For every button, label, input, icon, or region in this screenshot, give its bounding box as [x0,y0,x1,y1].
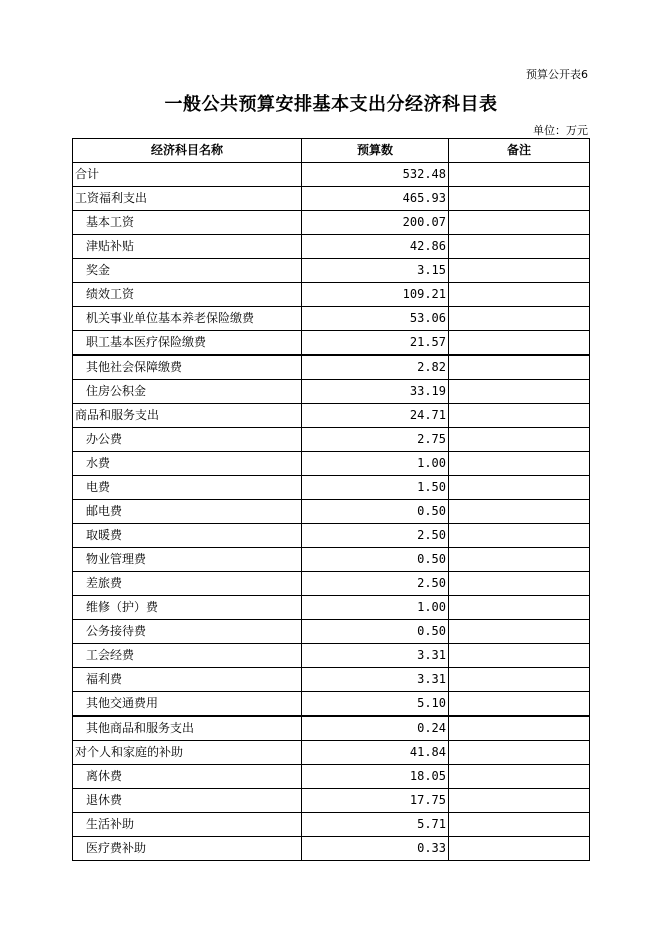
row-item-name: 其他社会保障缴费 [73,355,302,380]
row-note [449,404,590,428]
row-note [449,476,590,500]
row-note [449,765,590,789]
table-row [73,211,590,235]
row-item-name: 电费 [73,476,302,500]
row-budget-amount: 465.93 [302,187,449,211]
table-row [73,765,590,789]
row-note [449,837,590,861]
row-item-name: 邮电费 [73,500,302,524]
row-budget-amount: 0.33 [302,837,449,861]
row-item-name: 合计 [73,163,302,187]
row-budget-amount: 41.84 [302,741,449,765]
row-item-name: 住房公积金 [73,380,302,404]
table-number-label: 预算公开表6 [526,68,588,81]
row-budget-amount: 0.50 [302,548,449,572]
row-note [449,331,590,356]
table-row [73,259,590,283]
row-item-name: 基本工资 [73,211,302,235]
table-row [73,428,590,452]
row-note [449,644,590,668]
row-budget-amount: 532.48 [302,163,449,187]
row-item-name: 物业管理费 [73,548,302,572]
table-row [73,716,590,741]
table-header-row [73,139,590,163]
table-row [73,500,590,524]
row-budget-amount: 2.50 [302,524,449,548]
table-row [73,668,590,692]
table-row [73,548,590,572]
row-note [449,789,590,813]
table-row [73,620,590,644]
table-row [73,837,590,861]
row-budget-amount: 21.57 [302,331,449,356]
row-item-name: 奖金 [73,259,302,283]
row-item-name: 医疗费补助 [73,837,302,861]
column-header-note: 备注 [449,139,590,163]
table-row [73,741,590,765]
row-note [449,452,590,476]
table-row [73,163,590,187]
row-note [449,307,590,331]
table-row [73,572,590,596]
table-row [73,644,590,668]
row-budget-amount: 5.10 [302,692,449,717]
table-row [73,235,590,259]
row-budget-amount: 200.07 [302,211,449,235]
row-note [449,620,590,644]
budget-table [72,138,590,861]
table-row [73,789,590,813]
row-note [449,548,590,572]
row-note [449,741,590,765]
table-row [73,187,590,211]
row-budget-amount: 2.50 [302,572,449,596]
row-note [449,668,590,692]
row-budget-amount: 3.15 [302,259,449,283]
row-note [449,259,590,283]
row-item-name: 职工基本医疗保险缴费 [73,331,302,356]
row-note [449,211,590,235]
row-item-name: 工资福利支出 [73,187,302,211]
row-item-name: 其他交通费用 [73,692,302,717]
row-item-name: 福利费 [73,668,302,692]
row-note [449,524,590,548]
row-item-name: 商品和服务支出 [73,404,302,428]
row-item-name: 其他商品和服务支出 [73,716,302,741]
table-row [73,404,590,428]
column-header-amount: 预算数 [302,139,449,163]
table-row [73,596,590,620]
table-row [73,355,590,380]
row-note [449,163,590,187]
row-item-name: 差旅费 [73,572,302,596]
row-budget-amount: 0.50 [302,620,449,644]
row-budget-amount: 3.31 [302,644,449,668]
row-budget-amount: 17.75 [302,789,449,813]
row-budget-amount: 24.71 [302,404,449,428]
column-header-name: 经济科目名称 [73,139,302,163]
row-budget-amount: 1.50 [302,476,449,500]
row-item-name: 离休费 [73,765,302,789]
row-item-name: 维修（护）费 [73,596,302,620]
row-budget-amount: 18.05 [302,765,449,789]
row-budget-amount: 1.00 [302,452,449,476]
row-item-name: 对个人和家庭的补助 [73,741,302,765]
row-note [449,500,590,524]
row-item-name: 绩效工资 [73,283,302,307]
row-budget-amount: 109.21 [302,283,449,307]
table-row [73,380,590,404]
table-row [73,283,590,307]
row-note [449,572,590,596]
row-budget-amount: 2.75 [302,428,449,452]
row-note [449,813,590,837]
row-item-name: 水费 [73,452,302,476]
unit-label: 单位：万元 [533,124,588,137]
table-row [73,452,590,476]
row-note [449,355,590,380]
row-note [449,692,590,717]
row-budget-amount: 0.24 [302,716,449,741]
row-item-name: 机关事业单位基本养老保险缴费 [73,307,302,331]
row-note [449,428,590,452]
row-note [449,716,590,741]
row-note [449,596,590,620]
table-row [73,524,590,548]
row-item-name: 取暖费 [73,524,302,548]
row-budget-amount: 42.86 [302,235,449,259]
row-budget-amount: 5.71 [302,813,449,837]
row-item-name: 退休费 [73,789,302,813]
row-note [449,283,590,307]
row-note [449,187,590,211]
row-item-name: 工会经费 [73,644,302,668]
row-item-name: 津贴补贴 [73,235,302,259]
row-item-name: 生活补助 [73,813,302,837]
row-budget-amount: 2.82 [302,355,449,380]
row-item-name: 办公费 [73,428,302,452]
row-budget-amount: 0.50 [302,500,449,524]
table-row [73,692,590,717]
table-row [73,476,590,500]
row-budget-amount: 1.00 [302,596,449,620]
row-note [449,380,590,404]
table-row [73,813,590,837]
row-budget-amount: 3.31 [302,668,449,692]
table-row [73,307,590,331]
page-title: 一般公共预算安排基本支出分经济科目表 [164,94,498,115]
table-row [73,331,590,356]
row-budget-amount: 53.06 [302,307,449,331]
row-note [449,235,590,259]
row-budget-amount: 33.19 [302,380,449,404]
row-item-name: 公务接待费 [73,620,302,644]
